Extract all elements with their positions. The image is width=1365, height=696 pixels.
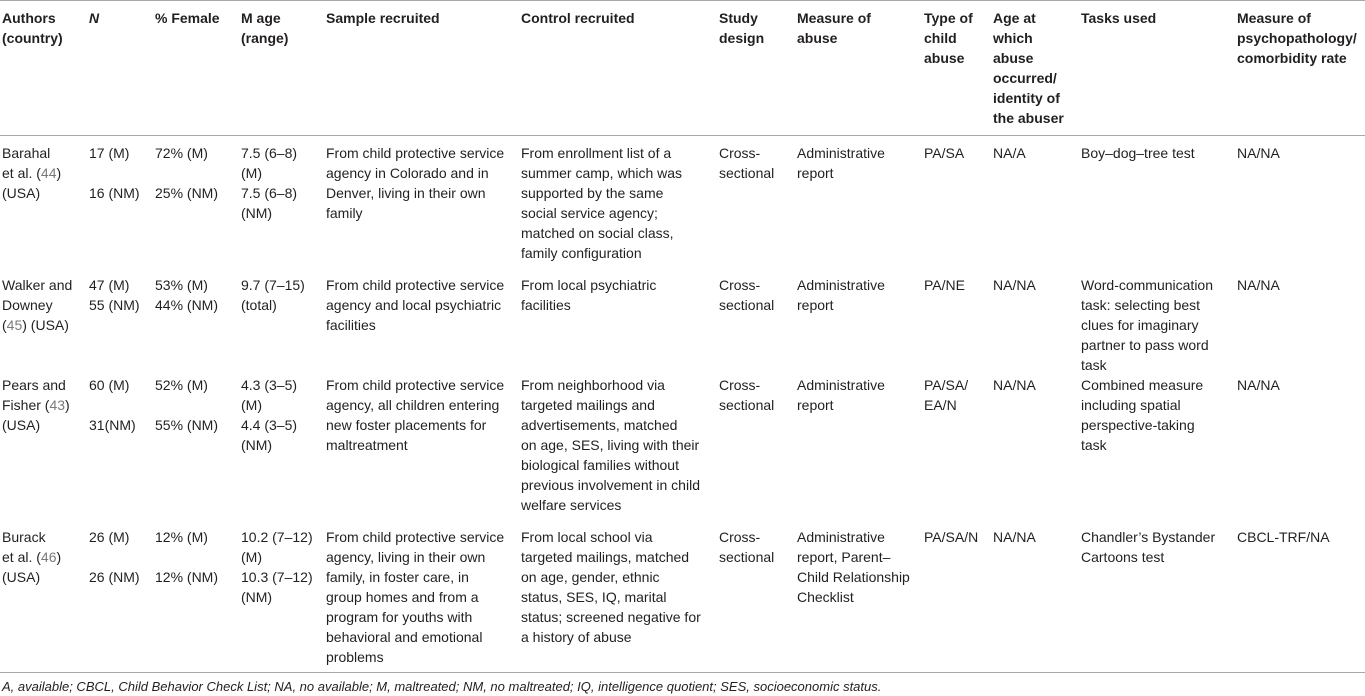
table-cell: PA/SA/ EA/N (924, 377, 969, 413)
table-cell: Cross- sectional (719, 529, 775, 565)
table-cell: 4.3 (3–5) (M) 4.4 (3–5) (NM) (241, 377, 298, 453)
table-cell: 26 (M) 26 (NM) (89, 529, 140, 585)
table-cell: Cross- sectional (719, 377, 775, 413)
citation-link[interactable]: 45 (6, 317, 23, 333)
table-cell: Combined measure including spatial perspective-taking task (1081, 377, 1204, 453)
table-cell: NA/NA (993, 277, 1036, 293)
table-cell: From child protective service agency and local psychiatric facilities (326, 277, 505, 333)
table-cell: From local school via targeted mailings, matched on age, gender, ethnic status, SES, IQ, marital status; screened negative for a history of abuse (521, 529, 701, 645)
citation-link[interactable]: 44 (40, 165, 57, 181)
table-cell: 47 (M) 55 (NM) (89, 277, 140, 313)
header-authors: Authors (country) (2, 10, 63, 46)
table-cell: NA/NA (1237, 277, 1280, 293)
table-cell: 72% (M) 25% (NM) (155, 145, 219, 201)
table-cell: 10.2 (7–12) (M) 10.3 (7–12) (NM) (241, 529, 313, 605)
table-cell: Chandler’s Bystander Cartoons test (1081, 529, 1216, 565)
header-abuser: Age at which abuse occurred/ identity of the abuser (993, 10, 1064, 126)
citation-link[interactable]: 46 (40, 549, 57, 565)
header-n: N (89, 10, 100, 26)
table-cell: From child protective service agency, living in their own family, in foster care, in group homes and from a program for youths with behavioral and emotional problems (326, 529, 505, 665)
table-cell: Cross- sectional (719, 145, 775, 181)
table-cell: Administrative report, Parent– Child Relationship Checklist (797, 529, 910, 605)
header-psycho: Measure of psychopathology/ comorbidity rate (1237, 10, 1357, 66)
table-cell: Administrative report (797, 277, 885, 313)
table-cell: Word-communication task: selecting best clues for imaginary partner to pass word task (1081, 277, 1214, 373)
table-cell: Burack et al. (46) (USA) (2, 529, 62, 585)
header-tasks: Tasks used (1081, 10, 1157, 26)
table-cell: Cross- sectional (719, 277, 775, 313)
table-cell: PA/SA (924, 145, 965, 161)
citation-link[interactable]: 43 (49, 397, 66, 413)
header-rule (0, 135, 1365, 136)
table-footnote: A, available; CBCL, Child Behavior Check List; NA, no available; M, maltreated; NM, no maltreated; IQ, intelligence quotient; SES, socioeconomic status. (2, 679, 882, 694)
table-cell: 52% (M) 55% (NM) (155, 377, 219, 433)
table-cell: 17 (M) 16 (NM) (89, 145, 140, 201)
header-measure: Measure of abuse (797, 10, 871, 46)
header-control: Control recruited (521, 10, 635, 26)
top-rule (0, 0, 1365, 1)
table-cell: From local psychiatric facilities (521, 277, 657, 313)
table-cell: Boy–dog–tree test (1081, 145, 1195, 161)
header-age: M age (range) (241, 10, 289, 46)
header-design: Study design (719, 10, 765, 46)
table-cell: From enrollment list of a summer camp, which was supported by the same social service agency; matched on social class, family configuration (521, 145, 683, 261)
table-cell: NA/NA (993, 529, 1036, 545)
table-cell: NA/A (993, 145, 1026, 161)
table-cell: From neighborhood via targeted mailings and advertisements, matched on age, SES, living with their biological families without previous involvement in child welfare services (521, 377, 700, 513)
table-cell: NA/NA (993, 377, 1036, 393)
table-cell: Barahal et al. (44) (USA) (2, 145, 62, 201)
header-female: % Female (155, 10, 220, 26)
table-cell: Pears and Fisher (43) (USA) (2, 377, 70, 433)
table-cell: 53% (M) 44% (NM) (155, 277, 219, 313)
table-cell: NA/NA (1237, 377, 1280, 393)
table-cell: 60 (M) 31(NM) (89, 377, 136, 433)
bottom-rule (0, 672, 1365, 673)
table-cell: PA/SA/N (924, 529, 979, 545)
table-cell: Administrative report (797, 377, 885, 413)
table-cell: Walker and Downey (45) (USA) (2, 277, 73, 333)
table-cell: 9.7 (7–15) (total) (241, 277, 305, 313)
table-cell: From child protective service agency in Colorado and in Denver, living in their own family (326, 145, 505, 221)
table-cell: 12% (M) 12% (NM) (155, 529, 219, 585)
table-cell: From child protective service agency, all children entering new foster placements for maltreatment (326, 377, 505, 453)
table-cell: NA/NA (1237, 145, 1280, 161)
table-cell: PA/NE (924, 277, 965, 293)
table-cell: Administrative report (797, 145, 885, 181)
table-cell: 7.5 (6–8) (M) 7.5 (6–8) (NM) (241, 145, 298, 221)
header-type: Type of child abuse (924, 10, 973, 66)
header-sample: Sample recruited (326, 10, 440, 26)
table-cell: CBCL-TRF/NA (1237, 529, 1330, 545)
